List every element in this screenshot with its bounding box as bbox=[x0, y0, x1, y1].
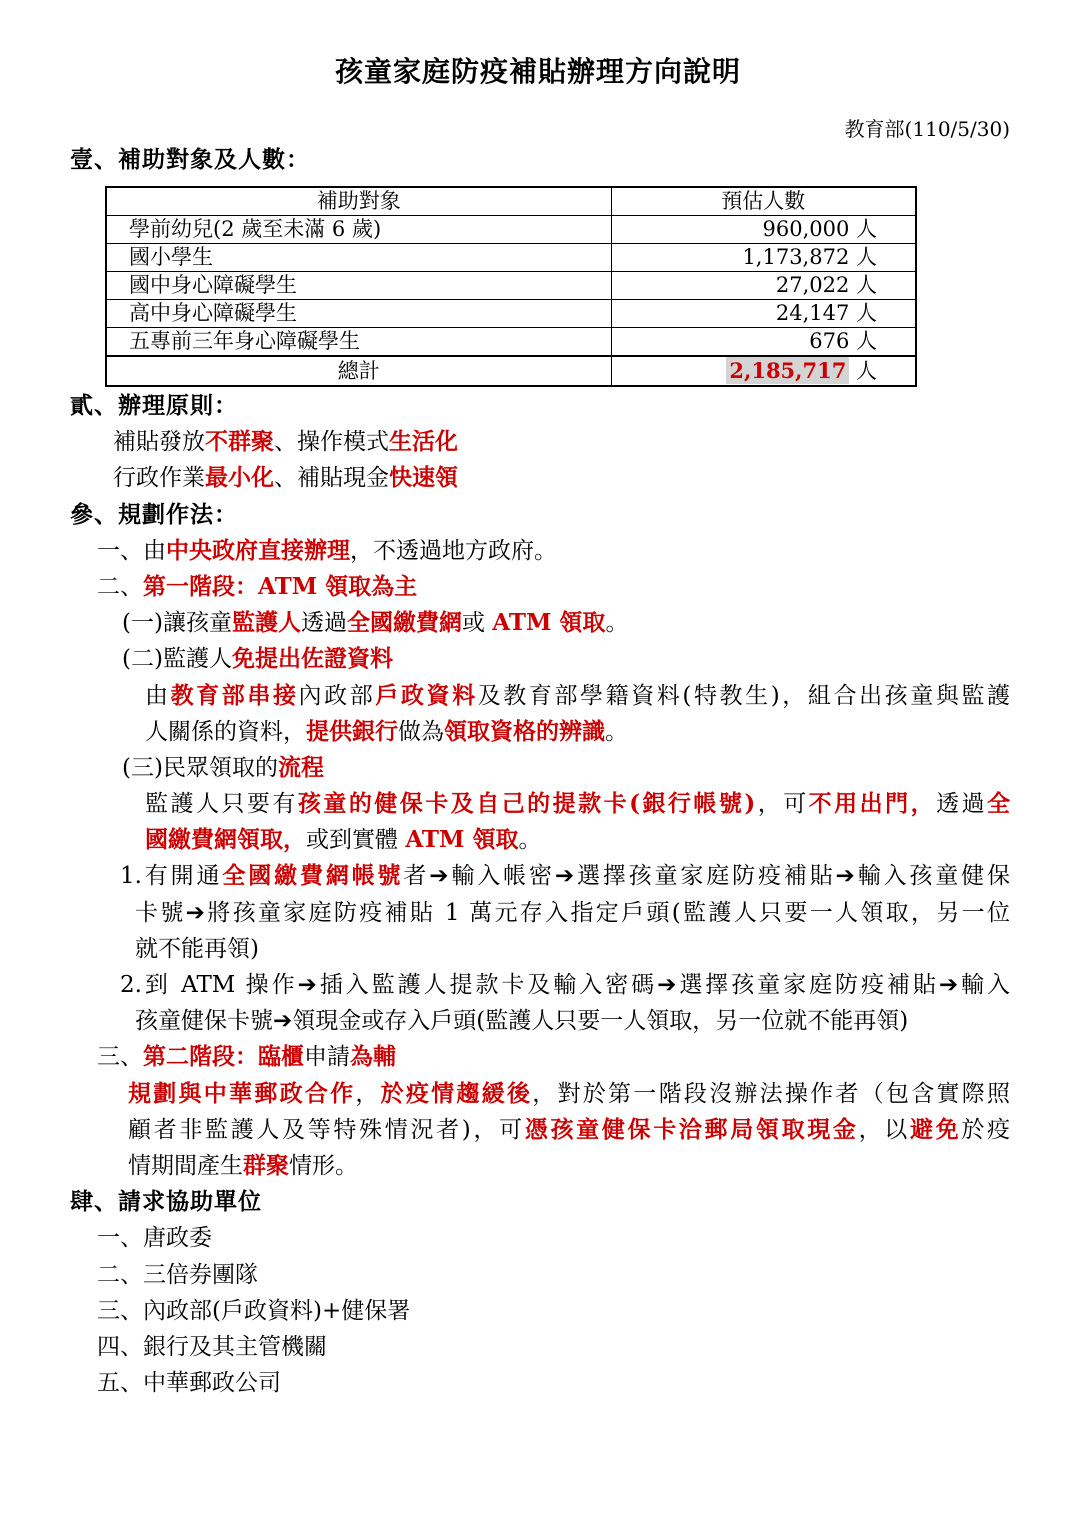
column-header-estimate: 預估人數 bbox=[611, 187, 916, 216]
row-label: 學前幼兒(2 歲至未滿 6 歲) bbox=[106, 216, 611, 244]
list-item: (二)監護人免提出佐證資料 bbox=[122, 645, 393, 673]
body-line: 人關係的資料，提供銀行做為領取資格的辨識。 bbox=[145, 717, 628, 745]
total-count-highlight: 2,185,717 bbox=[726, 357, 849, 384]
total-value bbox=[611, 356, 916, 386]
table-row bbox=[106, 300, 916, 328]
list-item: 一、由中央政府直接辦理，不透過地方政府。 bbox=[97, 536, 557, 564]
list-item: 四、銀行及其主管機關 bbox=[97, 1333, 327, 1360]
table-row bbox=[106, 244, 916, 272]
numbered-step: 2.到 ATM 操作➔插入監護人提款卡及輸入密碼➔選擇孩童家庭防疫補貼➔輸入 bbox=[120, 972, 1010, 998]
column-header-target: 補助對象 bbox=[106, 187, 611, 216]
row-label: 國中身心障礙學生 bbox=[106, 272, 611, 300]
document-body bbox=[0, 388, 1076, 1401]
list-item: 二、第一階段：ATM 領取為主 bbox=[97, 572, 418, 600]
table-header-row bbox=[106, 187, 916, 216]
section-heading-assist-units: 肆、請求協助單位 bbox=[70, 1188, 262, 1216]
row-value: 676 人 bbox=[611, 328, 916, 357]
list-item: (一)讓孩童監護人透過全國繳費網或 ATM 領取。 bbox=[122, 609, 629, 637]
row-value: 24,147 人 bbox=[611, 300, 916, 328]
body-line: 就不能再領) bbox=[135, 935, 259, 962]
body-line: 補貼發放不群聚、操作模式生活化 bbox=[113, 428, 458, 456]
table-row bbox=[106, 272, 916, 300]
body-line: 監護人只要有孩童的健保卡及自己的提款卡(銀行帳號)，可不用出門，透過全 bbox=[145, 790, 1011, 818]
total-unit: 人 bbox=[856, 359, 877, 383]
list-item: (三)民眾領取的流程 bbox=[122, 753, 324, 781]
row-label: 國小學生 bbox=[106, 244, 611, 272]
total-label: 總計 bbox=[106, 356, 611, 386]
body-line: 規劃與中華郵政合作，於疫情趨緩後，對於第一階段沒辦法操作者（包含實際照 bbox=[128, 1079, 1011, 1107]
body-line: 顧者非監護人及等特殊情況者)，可憑孩童健保卡洽郵局領取現金，以避免於疫 bbox=[128, 1115, 1011, 1143]
list-item: 三、內政部(戶政資料)+健保署 bbox=[97, 1297, 411, 1324]
body-line: 由教育部串接內政部戶政資料及教育部學籍資料(特教生)，組合出孩童與監護 bbox=[145, 681, 1011, 709]
body-line: 國繳費網領取，或到實體 ATM 領取。 bbox=[145, 826, 542, 854]
body-line: 卡號➔將孩童家庭防疫補貼 1 萬元存入指定戶頭(監護人只要一人領取，另一位 bbox=[135, 899, 1010, 926]
row-value: 1,173,872 人 bbox=[611, 244, 916, 272]
byline: 教育部(110/5/30) bbox=[844, 117, 1010, 141]
row-value: 960,000 人 bbox=[611, 216, 916, 244]
row-label: 五專前三年身心障礙學生 bbox=[106, 328, 611, 357]
section-heading-subsidy-targets: 壹、補助對象及人數： bbox=[70, 146, 310, 173]
section-heading-principles: 貳、辦理原則： bbox=[70, 392, 238, 419]
body-line: 行政作業最小化、補貼現金快速領 bbox=[113, 464, 458, 492]
list-item: 三、第二階段：臨櫃申請為輔 bbox=[97, 1043, 396, 1071]
table-row bbox=[106, 328, 916, 357]
page-title: 孩童家庭防疫補貼辦理方向說明 bbox=[334, 55, 741, 88]
list-item: 一、唐政委 bbox=[97, 1225, 212, 1252]
body-line: 情期間產生群聚情形。 bbox=[128, 1151, 358, 1179]
body-line: 孩童健保卡號➔領現金或存入戶頭(監護人只要一人領取，另一位就不能再領) bbox=[135, 1008, 909, 1035]
table-total-row bbox=[106, 356, 916, 386]
numbered-step: 1.有開通全國繳費網帳號者➔輸入帳密➔選擇孩童家庭防疫補貼➔輸入孩童健保 bbox=[120, 862, 1010, 890]
row-value: 27,022 人 bbox=[611, 272, 916, 300]
row-label: 高中身心障礙學生 bbox=[106, 300, 611, 328]
table-row bbox=[106, 216, 916, 244]
list-item: 五、中華郵政公司 bbox=[97, 1370, 281, 1397]
section-heading-planning: 參、規劃作法： bbox=[70, 500, 238, 528]
list-item: 二、三倍券團隊 bbox=[97, 1261, 258, 1288]
subsidy-table bbox=[105, 186, 917, 387]
